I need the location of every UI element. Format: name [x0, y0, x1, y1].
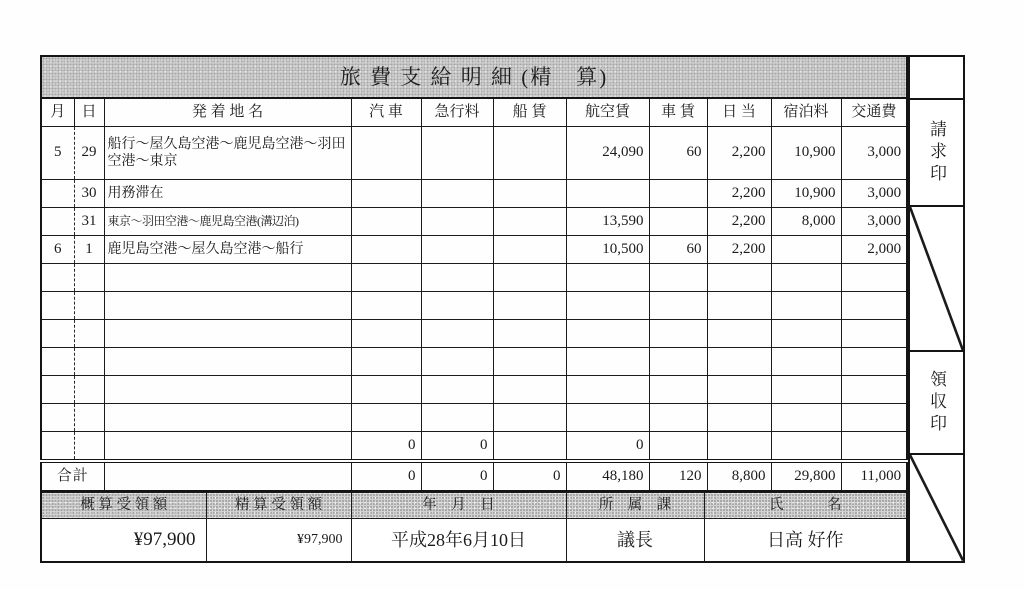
receipt-stamp-box [910, 350, 963, 453]
value-estimated-amount: ¥97,900 [41, 519, 206, 563]
cell-express-fee: 0 [421, 432, 493, 462]
cell-lodging: 10,900 [771, 127, 841, 180]
col-header-day: 日 [74, 98, 104, 127]
cell-day [74, 376, 104, 404]
cell-car-fare [649, 180, 707, 208]
table-row [41, 264, 907, 292]
col-header-car-fare: 車 賃 [649, 98, 707, 127]
cell-lodging: 10,900 [771, 180, 841, 208]
subtotal-zeros-row [41, 432, 907, 462]
cell-transport [841, 432, 907, 462]
cell-route [104, 404, 351, 432]
cell-day [74, 348, 104, 376]
cell-route [104, 320, 351, 348]
col-header-ship-fare: 船 賃 [493, 98, 566, 127]
stamp-column-top-box [910, 57, 963, 98]
table-row [41, 292, 907, 320]
cell-daily-allowance [707, 292, 771, 320]
cell-airfare [566, 404, 649, 432]
footer-value-row [41, 519, 907, 563]
cell-daily-allowance: 2,200 [707, 127, 771, 180]
label-department: 所 属 課 [566, 493, 704, 519]
cell-ship-fare [493, 127, 566, 180]
cell-express-fee [421, 127, 493, 180]
cell-train [351, 264, 421, 292]
table-row [41, 320, 907, 348]
form-title: 旅 費 支 給 明 細 (精 算) [41, 56, 907, 98]
total-express-fee: 0 [421, 461, 493, 491]
receipt-stamp-label: 領収印 [927, 369, 946, 436]
cell-train [351, 236, 421, 264]
cell-month [41, 432, 74, 462]
cell-lodging [771, 432, 841, 462]
diagonal-line-icon [910, 207, 963, 350]
col-header-daily-allowance: 日 当 [707, 98, 771, 127]
cell-route [104, 376, 351, 404]
cell-airfare [566, 348, 649, 376]
cell-route [104, 461, 351, 491]
cell-airfare: 10,500 [566, 236, 649, 264]
cell-transport [841, 292, 907, 320]
cell-daily-allowance: 2,200 [707, 180, 771, 208]
cell-ship-fare [493, 236, 566, 264]
cell-daily-allowance [707, 404, 771, 432]
cell-express-fee [421, 376, 493, 404]
cell-route [104, 264, 351, 292]
cell-transport: 3,000 [841, 180, 907, 208]
label-name: 氏 名 [704, 493, 907, 519]
col-header-transport: 交通費 [841, 98, 907, 127]
cell-month [41, 264, 74, 292]
cell-day [74, 264, 104, 292]
total-row [41, 461, 907, 491]
cell-ship-fare [493, 432, 566, 462]
cell-lodging [771, 376, 841, 404]
cell-car-fare [649, 432, 707, 462]
col-header-route: 発 着 地 名 [104, 98, 351, 127]
cell-lodging [771, 404, 841, 432]
cell-express-fee [421, 404, 493, 432]
cell-car-fare: 60 [649, 127, 707, 180]
table-row [41, 236, 907, 264]
column-header-row [41, 98, 907, 127]
col-header-express-fee: 急行料 [421, 98, 493, 127]
cell-lodging [771, 236, 841, 264]
total-lodging: 29,800 [771, 461, 841, 491]
cell-ship-fare [493, 292, 566, 320]
col-header-airfare: 航空賃 [566, 98, 649, 127]
cell-day: 31 [74, 208, 104, 236]
title-row [41, 56, 907, 98]
col-header-train: 汽 車 [351, 98, 421, 127]
total-label: 合計 [41, 461, 104, 491]
cell-transport: 2,000 [841, 236, 907, 264]
cell-airfare [566, 264, 649, 292]
cell-lodging: 8,000 [771, 208, 841, 236]
cell-month [41, 404, 74, 432]
cell-train [351, 348, 421, 376]
cell-day: 30 [74, 180, 104, 208]
receipt-summary-table [40, 492, 908, 563]
cell-car-fare [649, 348, 707, 376]
cell-transport: 3,000 [841, 208, 907, 236]
cell-airfare [566, 376, 649, 404]
cell-month [41, 320, 74, 348]
cell-day: 29 [74, 127, 104, 180]
cell-daily-allowance [707, 432, 771, 462]
cell-train [351, 376, 421, 404]
cell-day [74, 320, 104, 348]
cell-transport [841, 348, 907, 376]
value-date: 平成28年6月10日 [351, 519, 566, 563]
request-stamp-box [910, 98, 963, 205]
cell-train [351, 404, 421, 432]
cell-ship-fare [493, 376, 566, 404]
cell-daily-allowance [707, 376, 771, 404]
cell-train: 0 [351, 432, 421, 462]
cell-ship-fare [493, 348, 566, 376]
col-header-month: 月 [41, 98, 74, 127]
cell-car-fare [649, 292, 707, 320]
label-date: 年 月 日 [351, 493, 566, 519]
table-row [41, 376, 907, 404]
cell-month [41, 376, 74, 404]
diagonal-strike-box [910, 453, 963, 561]
table-row [41, 404, 907, 432]
cell-month [41, 180, 74, 208]
cell-route [104, 348, 351, 376]
cell-route: 用務滞在 [104, 180, 351, 208]
cell-transport [841, 264, 907, 292]
cell-lodging [771, 264, 841, 292]
cell-ship-fare [493, 404, 566, 432]
cell-route: 東京～羽田空港～鹿児島空港(溝辺泊) [104, 208, 351, 236]
main-table-stack [40, 55, 906, 563]
footer-label-row [41, 493, 907, 519]
cell-route: 船行～屋久島空港～鹿児島空港～羽田空港～東京 [104, 127, 351, 180]
total-daily-allowance: 8,800 [707, 461, 771, 491]
cell-month: 5 [41, 127, 74, 180]
cell-daily-allowance: 2,200 [707, 208, 771, 236]
cell-ship-fare [493, 264, 566, 292]
cell-airfare [566, 320, 649, 348]
total-airfare: 48,180 [566, 461, 649, 491]
expense-table [40, 55, 908, 492]
cell-train [351, 127, 421, 180]
cell-day [74, 432, 104, 462]
cell-transport: 3,000 [841, 127, 907, 180]
cell-transport [841, 320, 907, 348]
cell-ship-fare [493, 320, 566, 348]
cell-train [351, 292, 421, 320]
cell-ship-fare [493, 180, 566, 208]
table-row [41, 348, 907, 376]
cell-lodging [771, 348, 841, 376]
diagonal-line-icon [910, 455, 963, 561]
table-row [41, 180, 907, 208]
cell-lodging [771, 292, 841, 320]
cell-day [74, 404, 104, 432]
total-ship-fare: 0 [493, 461, 566, 491]
value-settled-amount: ¥97,900 [206, 519, 351, 563]
cell-daily-allowance [707, 348, 771, 376]
request-stamp-label: 請求印 [927, 119, 946, 186]
cell-airfare: 0 [566, 432, 649, 462]
cell-express-fee [421, 292, 493, 320]
cell-train [351, 180, 421, 208]
cell-train [351, 320, 421, 348]
cell-car-fare: 60 [649, 236, 707, 264]
cell-day: 1 [74, 236, 104, 264]
cell-train [351, 208, 421, 236]
cell-month [41, 348, 74, 376]
cell-lodging [771, 320, 841, 348]
cell-day [74, 292, 104, 320]
cell-daily-allowance: 2,200 [707, 236, 771, 264]
cell-car-fare [649, 404, 707, 432]
cell-express-fee [421, 348, 493, 376]
cell-daily-allowance [707, 320, 771, 348]
diagonal-strike-box [910, 205, 963, 350]
cell-express-fee [421, 180, 493, 208]
cell-route [104, 432, 351, 462]
col-header-lodging: 宿泊料 [771, 98, 841, 127]
cell-car-fare [649, 208, 707, 236]
cell-month: 6 [41, 236, 74, 264]
value-name: 日高 好作 [704, 519, 907, 563]
cell-month [41, 208, 74, 236]
cell-route: 鹿児島空港～屋久島空港～船行 [104, 236, 351, 264]
table-row [41, 127, 907, 180]
cell-daily-allowance [707, 264, 771, 292]
cell-express-fee [421, 236, 493, 264]
cell-airfare: 24,090 [566, 127, 649, 180]
cell-airfare [566, 180, 649, 208]
cell-transport [841, 404, 907, 432]
cell-ship-fare [493, 208, 566, 236]
form-body [40, 55, 965, 563]
cell-car-fare [649, 264, 707, 292]
table-row [41, 208, 907, 236]
cell-month [41, 292, 74, 320]
total-transport: 11,000 [841, 461, 907, 491]
cell-express-fee [421, 320, 493, 348]
cell-express-fee [421, 208, 493, 236]
total-car-fare: 120 [649, 461, 707, 491]
value-department: 議長 [566, 519, 704, 563]
label-settled-amount: 精 算 受 領 額 [206, 493, 351, 519]
cell-transport [841, 376, 907, 404]
cell-airfare [566, 292, 649, 320]
total-train: 0 [351, 461, 421, 491]
cell-car-fare [649, 320, 707, 348]
cell-route [104, 292, 351, 320]
stamp-column [908, 55, 965, 563]
cell-car-fare [649, 376, 707, 404]
cell-express-fee [421, 264, 493, 292]
label-estimated-amount: 概 算 受 領 額 [41, 493, 206, 519]
cell-airfare: 13,590 [566, 208, 649, 236]
